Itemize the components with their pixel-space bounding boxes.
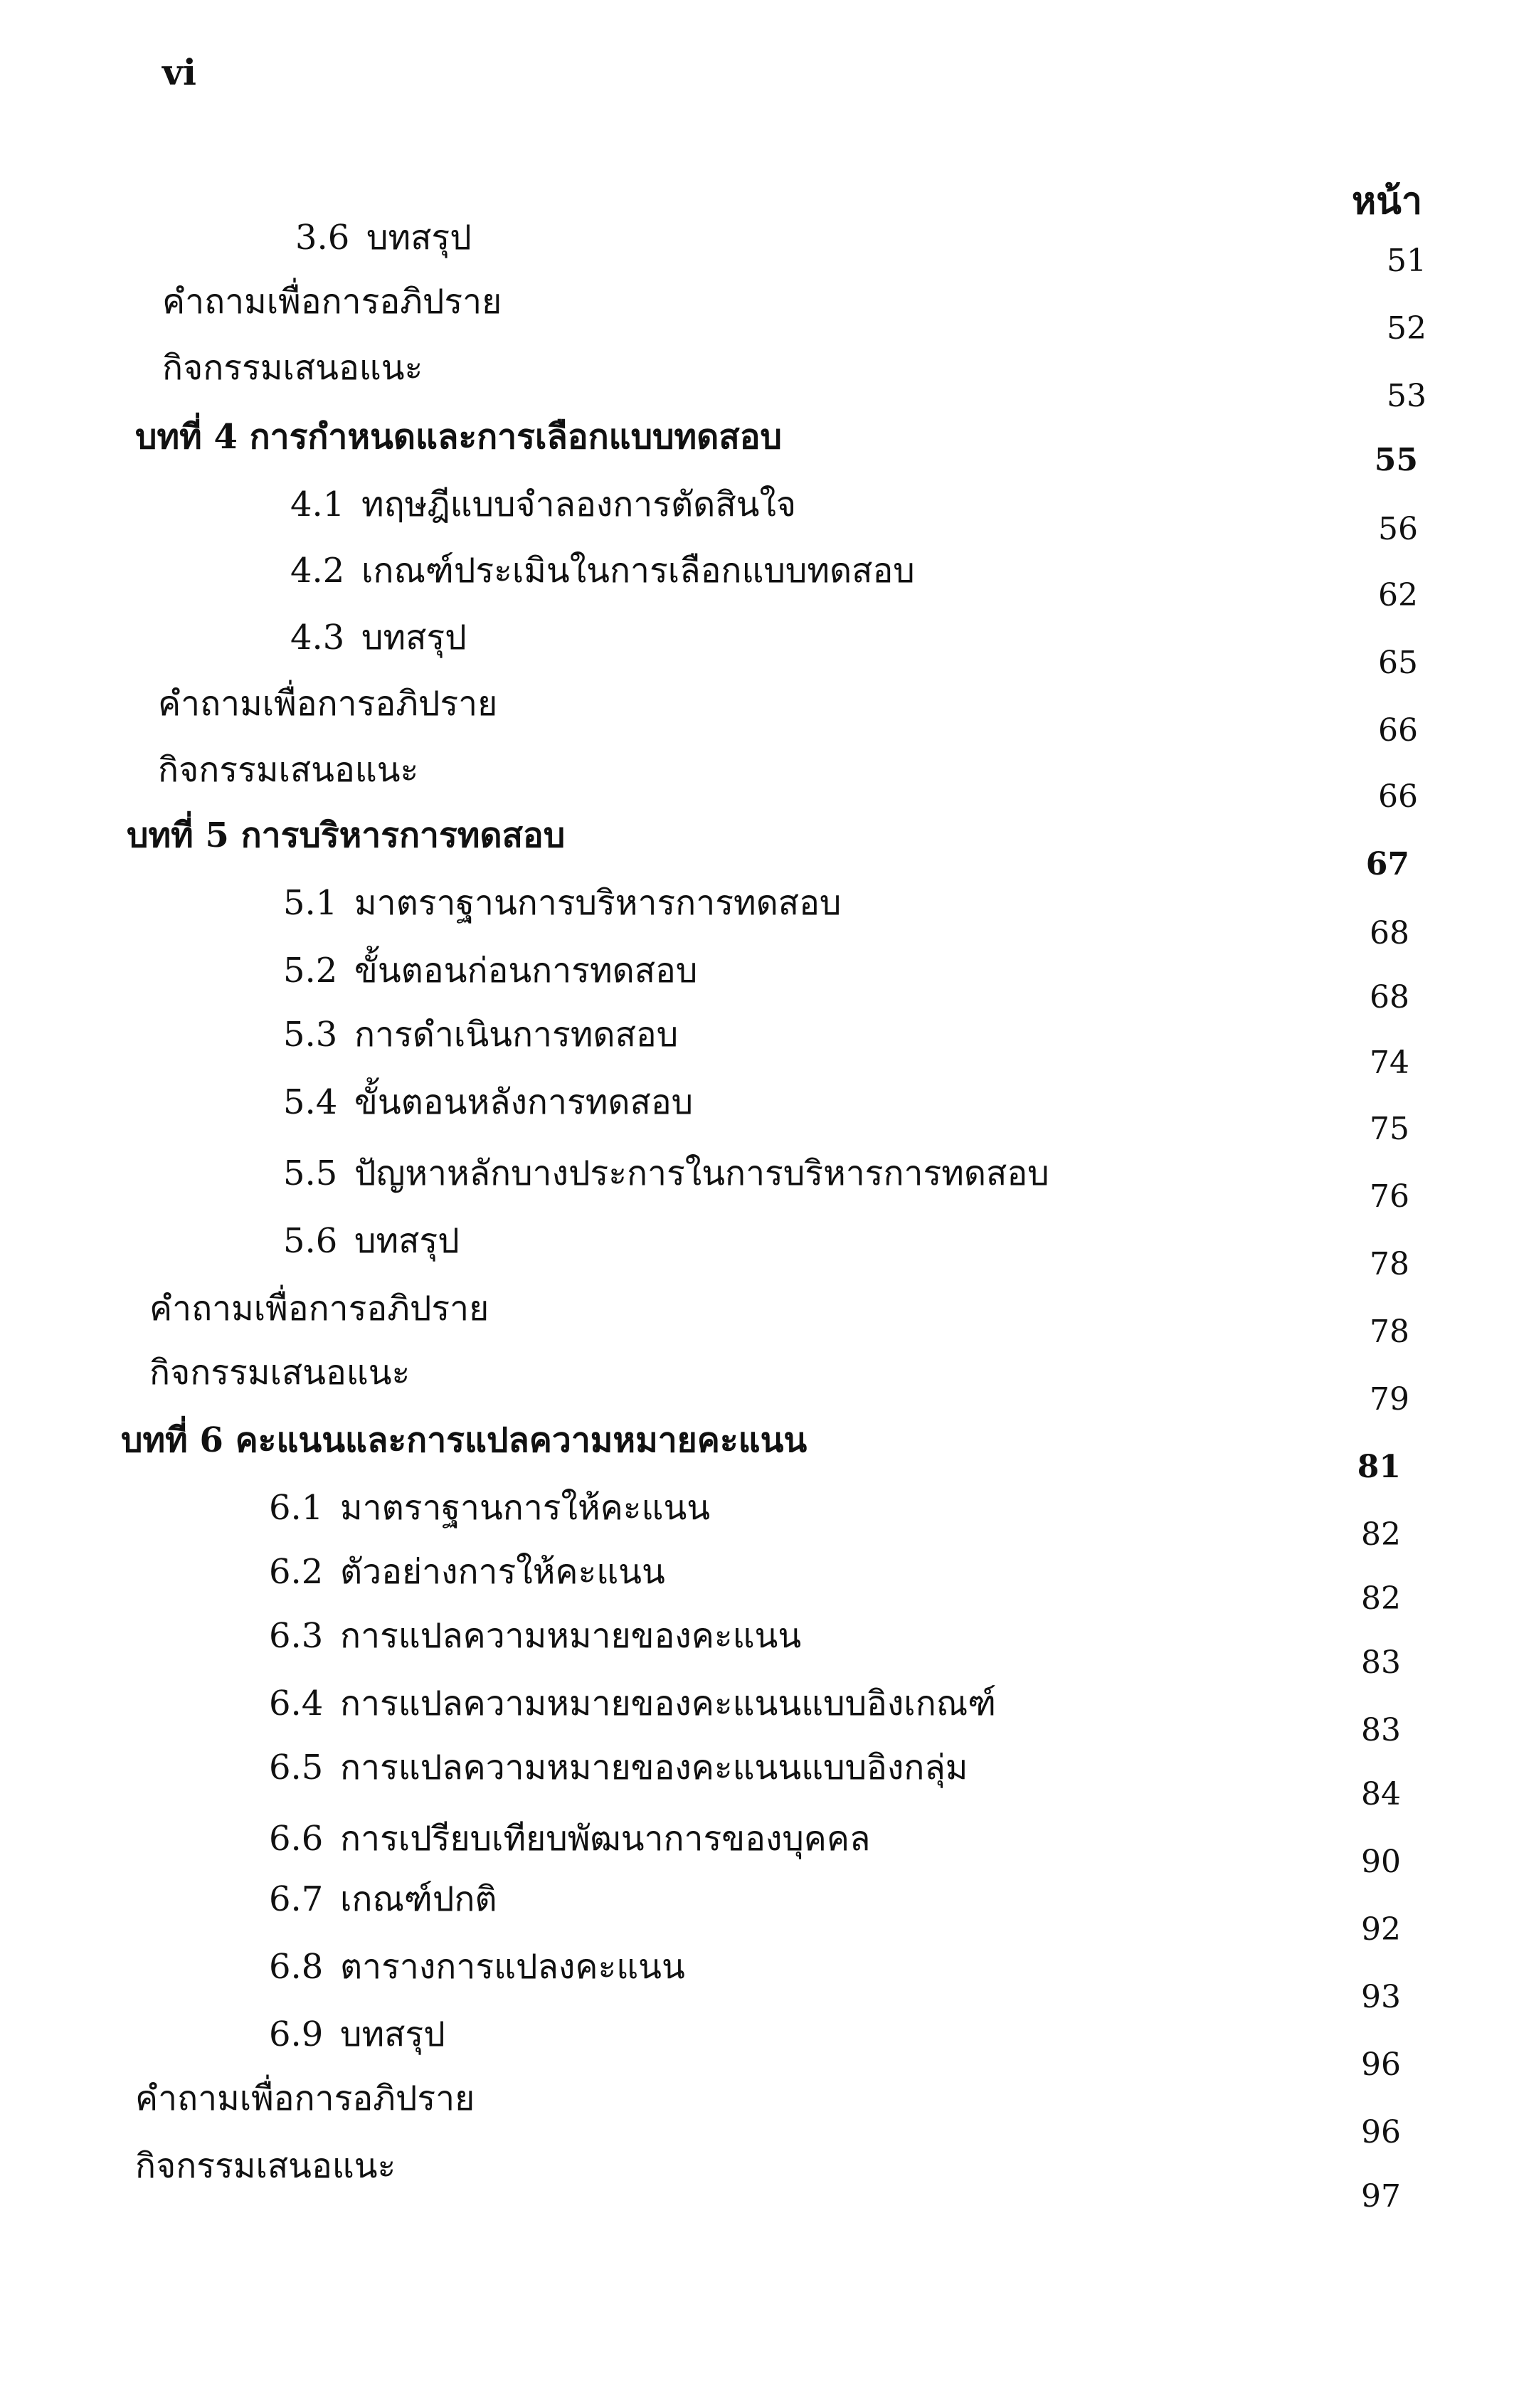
page-ref: 55 xyxy=(1374,442,1418,478)
entry-title: กิจกรรมเสนอแนะ xyxy=(158,750,419,790)
page-ref: 78 xyxy=(1370,1246,1409,1282)
page-ref: 97 xyxy=(1361,2178,1401,2214)
entry-title: บทสรุป xyxy=(361,618,467,658)
section-number: 3.6 xyxy=(295,218,350,258)
entry-title: กิจกรรมเสนอแนะ xyxy=(162,348,423,388)
entry-title: บทที่ 6 คะแนนและการแปลความหมายคะแนน xyxy=(121,1420,808,1460)
page-ref: 81 xyxy=(1357,1449,1401,1485)
section-number: 5.4 xyxy=(283,1082,338,1122)
page-ref: 68 xyxy=(1370,979,1409,1015)
section-number: 6.5 xyxy=(269,1748,324,1787)
page-ref: 92 xyxy=(1361,1911,1401,1948)
entry-title: การแปลความหมายของคะแนน xyxy=(340,1616,802,1656)
section-number: 5.6 xyxy=(283,1221,338,1261)
entry-title: บทที่ 4 การกำหนดและการเลือกแบบทดสอบ xyxy=(135,417,782,457)
section-number: 5.2 xyxy=(283,951,338,991)
page-ref: 83 xyxy=(1361,1712,1401,1748)
section-number: 4.1 xyxy=(290,485,345,524)
page-ref: 96 xyxy=(1361,2047,1401,2083)
page-ref: 84 xyxy=(1361,1776,1401,1812)
entry-title: การแปลความหมายของคะแนนแบบอิงเกณฑ์ xyxy=(340,1684,997,1723)
page-ref: 82 xyxy=(1361,1580,1401,1617)
entry-title: ขั้นตอนหลังการทดสอบ xyxy=(354,1082,694,1122)
section-number: 6.7 xyxy=(269,1879,324,1919)
section-number: 5.3 xyxy=(283,1015,338,1055)
entry-title: มาตราฐานการให้คะแนน xyxy=(340,1488,711,1528)
entry-title: ขั้นตอนก่อนการทดสอบ xyxy=(354,951,698,991)
page-ref: 82 xyxy=(1361,1516,1401,1553)
page-ref: 96 xyxy=(1361,2114,1401,2150)
page-ref: 53 xyxy=(1387,378,1426,414)
entry-title: กิจกรรมเสนอแนะ xyxy=(135,2146,396,2186)
page-ref: 66 xyxy=(1378,778,1418,815)
entry-title: มาตราฐานการบริหารการทดสอบ xyxy=(354,883,842,923)
page-ref: 90 xyxy=(1361,1844,1401,1880)
page-ref: 51 xyxy=(1387,243,1426,279)
page-column-header: หน้า xyxy=(1352,179,1423,223)
section-number: 6.2 xyxy=(269,1552,324,1592)
page-ref: 66 xyxy=(1378,712,1418,749)
page-ref: 68 xyxy=(1370,915,1409,951)
page-ref: 62 xyxy=(1378,577,1418,613)
entry-title: คำถามเพื่อการอภิปราย xyxy=(158,684,498,724)
page-ref: 74 xyxy=(1370,1045,1409,1081)
section-number: 6.9 xyxy=(269,2014,324,2054)
section-number: 5.1 xyxy=(283,883,338,923)
entry-title: บทที่ 5 การบริหารการทดสอบ xyxy=(127,815,566,855)
entry-title: บทสรุป xyxy=(354,1221,460,1261)
section-number: 5.5 xyxy=(283,1153,338,1193)
entry-title: การดำเนินการทดสอบ xyxy=(354,1015,679,1055)
entry-title: คำถามเพื่อการอภิปราย xyxy=(135,2079,475,2118)
section-number: 6.8 xyxy=(269,1947,324,1987)
entry-title: ตารางการแปลงคะแนน xyxy=(340,1947,685,1987)
page-ref: 93 xyxy=(1361,1979,1401,2015)
page-ref: 65 xyxy=(1378,645,1418,681)
section-number: 6.6 xyxy=(269,1819,324,1859)
entry-title: ปัญหาหลักบางประการในการบริหารการทดสอบ xyxy=(354,1153,1049,1193)
page-ref: 79 xyxy=(1370,1381,1409,1417)
entry-title: การเปรียบเทียบพัฒนาการของบุคคล xyxy=(340,1819,871,1859)
section-number: 6.4 xyxy=(269,1684,324,1723)
page-ref: 83 xyxy=(1361,1644,1401,1681)
section-number: 6.3 xyxy=(269,1616,324,1656)
page-ref: 78 xyxy=(1370,1314,1409,1350)
page-ref: 56 xyxy=(1378,511,1418,547)
page-ref: 76 xyxy=(1370,1178,1409,1215)
entry-title: เกณฑ์ประเมินในการเลือกแบบทดสอบ xyxy=(361,551,915,591)
entry-title: คำถามเพื่อการอภิปราย xyxy=(162,282,502,322)
entry-title: การแปลความหมายของคะแนนแบบอิงกลุ่ม xyxy=(340,1748,968,1787)
section-number: 6.1 xyxy=(269,1488,324,1528)
page-ref: 75 xyxy=(1370,1111,1409,1147)
section-number: 4.2 xyxy=(290,551,345,591)
entry-title: บทสรุป xyxy=(366,218,472,258)
page-ref: 52 xyxy=(1387,310,1426,347)
entry-title: คำถามเพื่อการอภิปราย xyxy=(149,1289,489,1329)
page-ref: 67 xyxy=(1365,846,1409,882)
entry-title: เกณฑ์ปกติ xyxy=(340,1879,497,1919)
section-number: 4.3 xyxy=(290,618,345,658)
entry-title: บทสรุป xyxy=(340,2014,445,2054)
entry-title: ทฤษฎีแบบจำลองการตัดสินใจ xyxy=(361,485,797,524)
page-number: vi xyxy=(162,51,197,93)
entry-title: ตัวอย่างการให้คะแนน xyxy=(340,1552,665,1592)
entry-title: กิจกรรมเสนอแนะ xyxy=(149,1353,411,1393)
